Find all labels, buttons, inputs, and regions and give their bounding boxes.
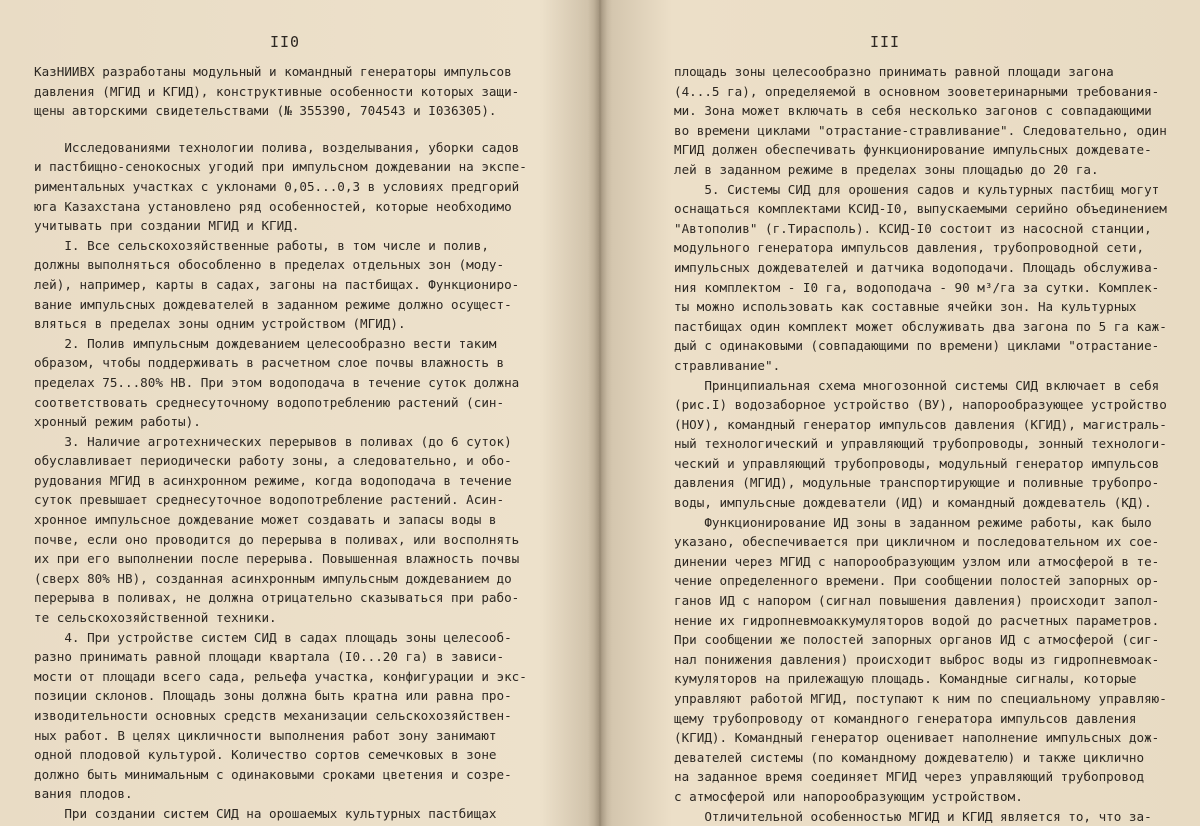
text-line: 4. При устройстве систем СИД в садах площадь зоны целесооб- (34, 629, 512, 645)
text-line: во времени циклами "отрастание-стравливание". Следовательно, один (674, 122, 1167, 138)
text-line: хронный режим работы). (34, 414, 201, 430)
text-line: импульсных дождевателей и датчика водоподачи. Площадь обслужива- (674, 259, 1160, 275)
text-line: Исследованиями технологии полива, возделывания, уборки садов (34, 139, 520, 155)
text-line: должно быть минимальным с одинаковыми сроками цветения и созре- (34, 766, 512, 782)
text-line: образом, чтобы поддерживать в расчетном слое почвы влажность в (34, 355, 505, 371)
text-line: КазНИИВХ разработаны модульный и командный генераторы импульсов (34, 64, 512, 79)
text-line: (4...5 га), определяемой в основном зооветеринарными требования- (674, 83, 1160, 99)
text-line: (КГИД). Командный генератор оценивает наполнение импульсных дож- (674, 730, 1160, 746)
text-line: 3. Наличие агротехнических перерывов в поливах (до 6 суток) (34, 433, 512, 449)
text-line: рудования МГИД в асинхронном режиме, когда водоподача в течение (34, 472, 512, 488)
text-line: МГИД должен обеспечивать функционирование импульсных дождевате- (674, 142, 1152, 158)
text-line: позиции склонов. Площадь зоны должна быть кратна или равна про- (34, 688, 512, 704)
text-line: те сельскохозяйственной техники. (34, 610, 277, 626)
text-line: девателей системы (по командному дождевателю) и также циклично (674, 749, 1145, 765)
text-line: щены авторскими свидетельствами (№ 355390, 704543 и I036305). (34, 103, 497, 119)
text-line: одной плодовой культурой. Количество сортов семечковых в зоне (34, 747, 497, 763)
text-line: указано, обеспечивается при цикличном и последовательном их сое- (674, 534, 1160, 550)
text-line: модульного генератора импульсов давления, трубопроводной сети, (674, 240, 1145, 256)
page-body-text (34, 62, 574, 824)
text-line: риментальных участках с уклонами 0,05...0,3 в условиях предгорий (34, 178, 520, 194)
text-line: с атмосферой или напорообразующим устройством. (674, 788, 1023, 804)
text-line: (рис.I) водозаборное устройство (ВУ), напорообразующее устройство (674, 397, 1167, 413)
text-line: пастбищах один комплект может обслуживать два загона по 5 га каж- (674, 318, 1167, 334)
text-line: Отличительной особенностью МГИД и КГИД является то, что за- (674, 808, 1152, 824)
paragraph-gap (34, 121, 574, 138)
text-line: ганов ИД с напором (сигнал повышения давления) происходит запол- (674, 593, 1160, 609)
text-line: Принципиальная схема многозонной системы СИД включает в себя (674, 377, 1160, 393)
text-line: их при его выполнении после перерыва. Повышенная влажность почвы (34, 551, 520, 567)
text-line: ных работ. В целях цикличности выполнения работ зону занимают (34, 727, 497, 743)
text-line: Функционирование ИД зоны в заданном режиме работы, как было (674, 514, 1152, 530)
text-line: (НОУ), командный генератор импульсов давления (КГИД), магистраль- (674, 416, 1167, 432)
page-number: III (870, 33, 901, 51)
text-line: на заданное время соединяет МГИД через управляющий трубопровод (674, 769, 1145, 785)
text-line: стравливание". (674, 357, 781, 373)
text-line: мости от площади всего сада, рельефа участка, конфигурации и экс- (34, 668, 527, 684)
text-line: почве, если оно проводится до перерыва в поливах, или восполнять (34, 531, 520, 547)
text-line: управляют работой МГИД, поступают к ним по специальному управляю- (674, 691, 1167, 706)
text-line: соответствовать среднесуточному водопотреблению растений (син- (34, 394, 505, 410)
text-line: 5. Системы СИД для орошения садов и культурных пастбищ могут (674, 181, 1160, 197)
text-line: оснащаться комплектами КСИД-I0, выпускаемыми серийно объединением (674, 201, 1167, 217)
text-line: дый с одинаковыми (совпадающими по времени) циклами "отрастание- (674, 338, 1160, 354)
text-line: щему трубопроводу от командного генератора импульсов давления (674, 710, 1137, 726)
text-line: чение определенного времени. При сообщении полостей запорных ор- (674, 573, 1160, 589)
text-line: обуславливает периодически работу зоны, а следовательно, и обо- (34, 453, 512, 469)
text-line: I. Все сельскохозяйственные работы, в том числе и полив, (34, 237, 489, 253)
left-page (0, 0, 598, 826)
page-body-text (674, 62, 1184, 826)
text-line: ный технологический и управляющий трубопроводы, зонный технологи- (674, 436, 1167, 452)
text-line: При создании систем СИД на орошаемых культурных пастбищах (34, 805, 497, 821)
text-line: кумуляторов на прилежащую площадь. Командные сигналы, которые (674, 671, 1137, 687)
text-line: ния комплектом - I0 га, водоподача - 90 м³/га за сутки. Комплек- (674, 279, 1160, 295)
text-line: давления (МГИД), модульные транспортирующие и поливные трубопро- (674, 475, 1160, 491)
text-line: ми. Зона может включать в себя несколько загонов с совпадающими (674, 103, 1152, 119)
text-line: ты можно использовать как составные ячейки зон. На культурных (674, 299, 1137, 315)
text-line: площадь зоны целесообразно принимать равной площади загона (674, 64, 1114, 79)
page-number: II0 (270, 33, 301, 51)
text-line: вание импульсных дождевателей в заданном режиме должно осущест- (34, 296, 512, 312)
text-line: учитывать при создании МГИД и КГИД. (34, 218, 300, 234)
text-line: динении через МГИД с напорообразующим узлом или атмосферой в те- (674, 553, 1160, 569)
text-line: юга Казахстана установлено ряд особенностей, которые необходимо (34, 198, 512, 214)
text-line: пределах 75...80% НВ. При этом водоподача в течение суток должна (34, 374, 520, 390)
right-page (602, 0, 1200, 826)
text-line: лей в заданном режиме в пределах зоны площадью до 20 га. (674, 161, 1099, 177)
text-line: и пастбищно-сенокосных угодий при импульсном дождевании на экспе- (34, 159, 527, 175)
text-line: должны выполняться обособленно в пределах отдельных зон (моду- (34, 257, 505, 273)
text-line: ческий и управляющий трубопроводы, модульный генератор импульсов (674, 455, 1160, 471)
text-line: изводительности основных средств механизации сельскохозяйствен- (34, 708, 512, 723)
text-line: нение их гидропневмоаккумуляторов водой до расчетных параметров. (674, 612, 1160, 628)
text-line: вания плодов. (34, 786, 133, 802)
text-line: перерыва в поливах, не должна отрицательно сказываться при рабо- (34, 590, 520, 606)
text-line: нал понижения давления) происходит выброс воды из гидропневмоак- (674, 651, 1160, 667)
text-line: При сообщении же полостей запорных органов ИД с атмосферой (сиг- (674, 632, 1160, 648)
text-line: лей), например, карты в садах, загоны на пастбищах. Функциониро- (34, 276, 520, 292)
text-line: суток превышает среднесуточное водопотребление растений. Асин- (34, 492, 505, 508)
text-line: "Автополив" (г.Тирасполь). КСИД-I0 состоит из насосной станции, (674, 220, 1152, 236)
text-line: воды, импульсные дождеватели (ИД) и командный дождеватель (КД). (674, 495, 1152, 511)
text-line: давления (МГИД и КГИД), конструктивные особенности которых защи- (34, 83, 520, 99)
text-line: разно принимать равной площади квартала (I0...20 га) в зависи- (34, 649, 505, 665)
text-line: вляться в пределах зоны одним устройством (МГИД). (34, 316, 406, 332)
text-line: 2. Полив импульсным дождеванием целесообразно вести таким (34, 335, 497, 351)
text-line: (сверх 80% НВ), созданная асинхронным импульсным дождеванием до (34, 570, 512, 586)
text-line: хронное импульсное дождевание может создавать и запасы воды в (34, 512, 497, 528)
